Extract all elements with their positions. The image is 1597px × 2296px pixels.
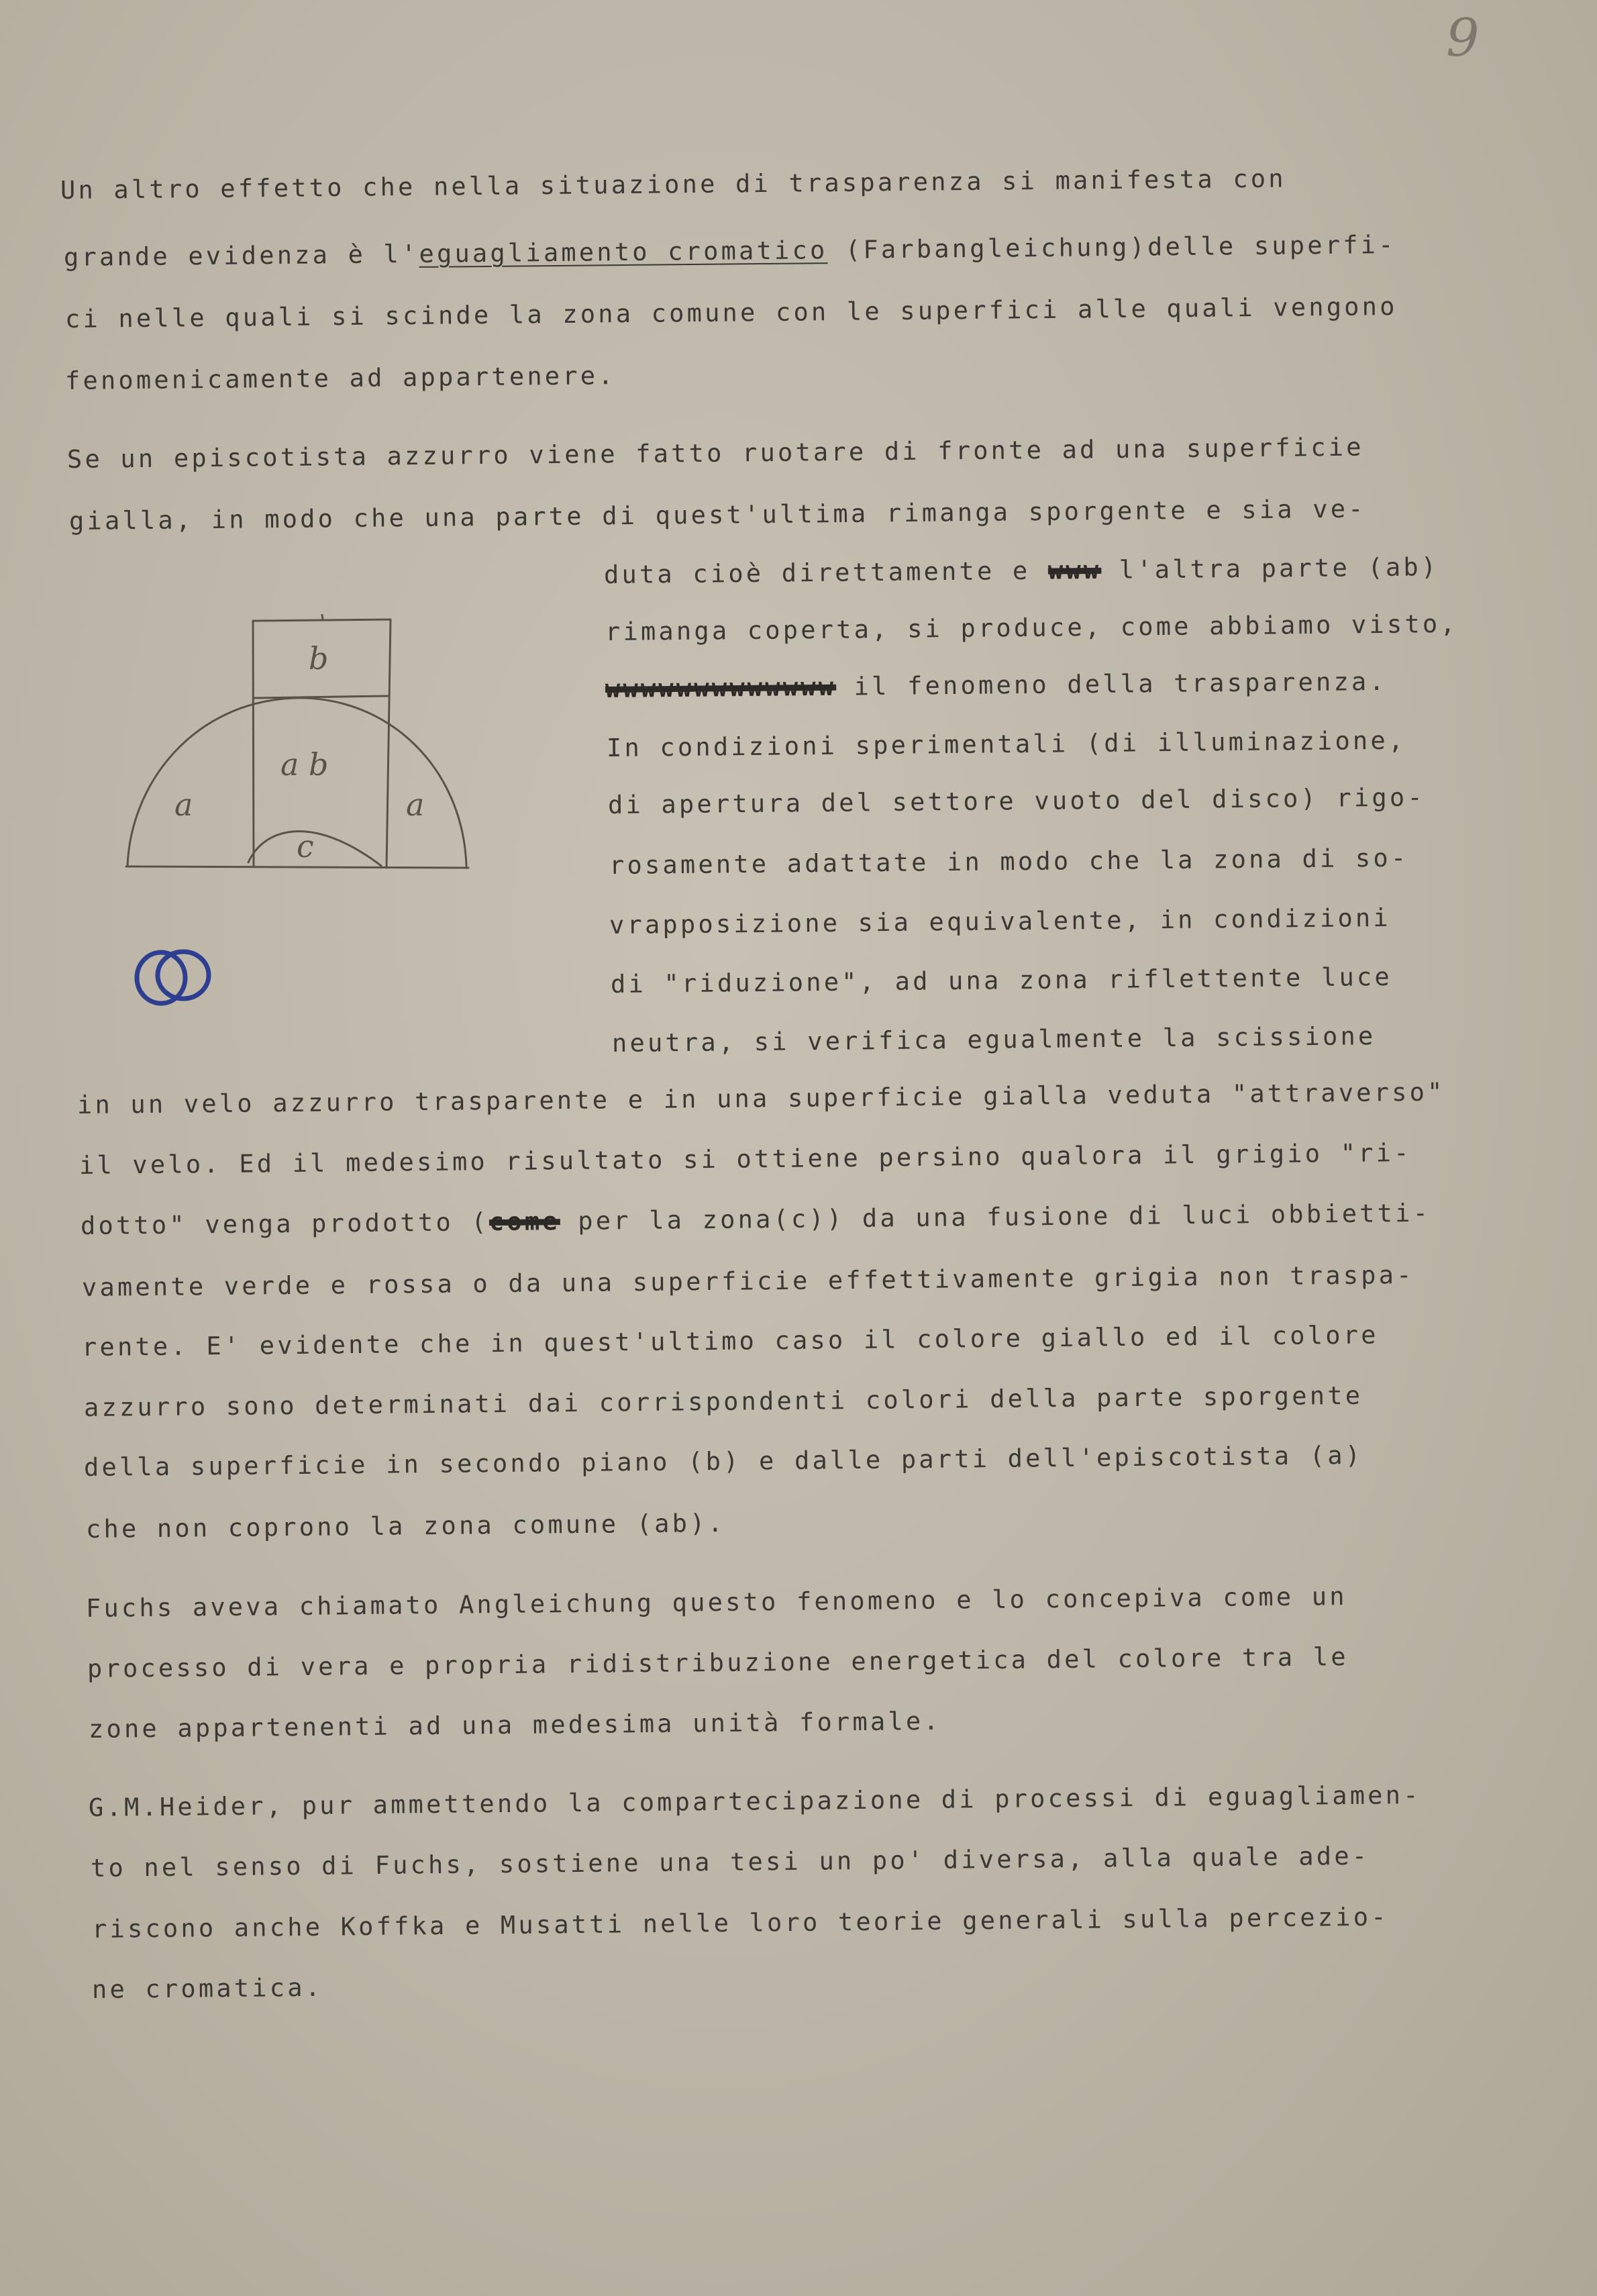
text-line-14: di "riduzione", ad una zona riflettente luce xyxy=(610,962,1393,999)
label-c: c xyxy=(297,828,314,864)
page-number: 9 xyxy=(1446,8,1480,68)
typed-strikeout: www xyxy=(1047,555,1102,585)
base-line xyxy=(126,866,468,868)
text-segment: (Farbangleichung)delle superfi- xyxy=(827,230,1396,265)
text-segment: grande evidenza è l' xyxy=(63,239,419,272)
text-line-4: fenomenicamente ad appartenere. xyxy=(64,361,616,395)
text-line-10: In condizioni sperimentali (di illuminazione, xyxy=(606,726,1406,762)
text-line-5: Se un episcotista azzurro viene fatto ruotare di fronte ad una superficie xyxy=(66,432,1364,474)
text-line-25: processo di vera e propria ridistribuzione energetica del colore tra le xyxy=(87,1642,1349,1683)
text-segment: dotto" venga prodotto ( xyxy=(80,1207,490,1240)
text-segment: per la zona(c)) da una fusione di luci obbietti- xyxy=(560,1198,1431,1236)
text-line-9 xyxy=(605,667,1387,703)
text-line-15: neutra, si verifica egualmente la scissione xyxy=(611,1021,1376,1058)
label-ab: a b xyxy=(280,746,329,783)
text-line-2 xyxy=(64,230,1396,272)
text-line-24: Fuchs aveva chiamato Angleichung questo fenomeno e lo concepiva come un xyxy=(85,1581,1347,1623)
text-line-29: riscono anche Koffka e Musatti nelle loro teorie generali sulla percezio- xyxy=(91,1902,1389,1944)
text-line-11: di apertura del settore vuoto del disco) rigo- xyxy=(607,783,1426,819)
text-segment: duta cioè direttamente e xyxy=(603,556,1049,589)
label-a-right: a xyxy=(406,787,425,823)
text-line-21: azzurro sono determinati dai corrispondenti colori della parte sporgente xyxy=(83,1381,1363,1422)
text-line-16: in un velo azzurro trasparente e in una superficie gialla veduta "attraverso" xyxy=(76,1077,1445,1119)
text-line-22: della superficie in secondo piano (b) e dalle parti dell'episcotista (a) xyxy=(83,1440,1363,1482)
inner-arc-c xyxy=(248,832,381,866)
blue-ink-mark-icon xyxy=(131,943,218,1010)
tick-right xyxy=(322,615,323,620)
text-line-12: rosamente adattate in modo che la zona di so- xyxy=(609,843,1409,880)
text-segment: il fenomeno della trasparenza. xyxy=(835,666,1388,701)
rectangle-divider xyxy=(254,696,388,698)
text-line-30: ne cromatica. xyxy=(91,1973,323,2004)
text-line-20: rente. E' evidente che in quest'ultimo caso il colore giallo ed il colore xyxy=(81,1320,1379,1362)
episcotist-diagram xyxy=(121,614,476,883)
label-b: b xyxy=(309,640,329,677)
text-line-6: gialla, in modo che una parte di quest'ultima rimanga sporgente e sia ve- xyxy=(68,494,1366,536)
text-line-19: vamente verde e rossa o da una superficie effettivamente grigia non traspa- xyxy=(81,1260,1414,1302)
text-line-1: Un altro effetto che nella situazione di trasparenza si manifesta con xyxy=(60,164,1286,205)
text-line-3: ci nelle quali si scinde la zona comune con le superfici alle quali vengono xyxy=(64,291,1398,334)
typed-strikeout: come xyxy=(488,1207,561,1237)
text-line-23: che non coprono la zona comune (ab). xyxy=(85,1508,726,1544)
underlined-term: eguagliamento cromatico xyxy=(419,236,828,268)
text-segment: l'altra parte (ab) xyxy=(1101,552,1439,585)
text-line-28: to nel senso di Fuchs, sostiene una tesi un po' diversa, alla quale ade- xyxy=(90,1841,1370,1883)
text-line-26: zone appartenenti ad una medesima unità formale. xyxy=(88,1706,941,1744)
text-line-27: G.M.Heider, pur ammettendo la compartecipazione di processi di eguagliamen- xyxy=(88,1780,1421,1822)
text-line-8: rimanga coperta, si produce, come abbiamo visto, xyxy=(605,609,1458,646)
text-line-17: il velo. Ed il medesimo risultato si ottiene persino qualora il grigio "ri- xyxy=(79,1138,1412,1180)
label-a-left: a xyxy=(174,787,193,823)
typed-strikeout: wwwwwwwwwwwww xyxy=(605,672,837,703)
text-line-7 xyxy=(604,552,1439,589)
text-line-18 xyxy=(81,1199,1431,1240)
text-line-13: vrapposizione sia equivalente, in condizioni xyxy=(609,903,1392,940)
